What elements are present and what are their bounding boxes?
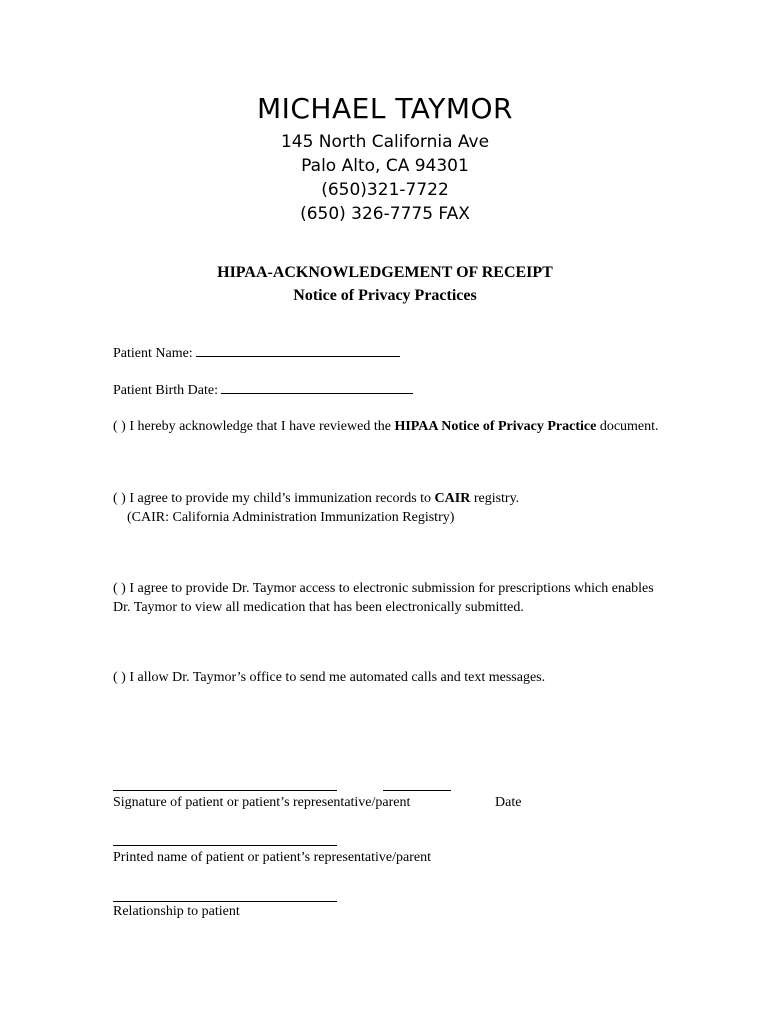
relationship-label: Relationship to patient	[113, 904, 240, 919]
eprescribe-consent	[113, 579, 658, 617]
printed-name-label: Printed name of patient or patient’s representative/parent	[113, 850, 431, 865]
date-label: Date	[495, 795, 522, 810]
address-line-2: Palo Alto, CA 94301	[301, 156, 469, 176]
form-subtitle: Notice of Privacy Practices	[293, 287, 477, 304]
form-title: HIPAA-ACKNOWLEDGEMENT OF RECEIPT	[217, 264, 553, 281]
signature-line[interactable]	[113, 790, 337, 791]
hipaa-text-end: document.	[599, 419, 659, 434]
relationship-line[interactable]	[113, 901, 337, 902]
automated-calls-checkbox[interactable]: ( )	[113, 670, 126, 685]
cair-text: I agree to provide my child’s immunization records to	[129, 491, 432, 506]
patient-name-line[interactable]	[196, 344, 400, 357]
automated-calls-text: I allow Dr. Taymor’s office to send me automated calls and text messages.	[129, 670, 546, 685]
cair-bold-text: CAIR	[434, 491, 471, 506]
printed-name-line[interactable]	[113, 845, 337, 846]
patient-birth-date-line[interactable]	[221, 381, 413, 394]
hipaa-text: I hereby acknowledge that I have reviewed the	[129, 419, 391, 434]
patient-name-label: Patient Name:	[113, 346, 193, 361]
patient-birth-date-field[interactable]	[113, 381, 413, 399]
address-line-1: 145 North California Ave	[280, 132, 490, 152]
cair-note: (CAIR: California Administration Immunization Registry)	[127, 510, 455, 525]
patient-name-field[interactable]	[113, 344, 400, 362]
hipaa-bold-text: HIPAA Notice of Privacy Practice	[394, 419, 597, 434]
physician-name: MICHAEL TAYMOR	[256, 92, 514, 125]
automated-calls-consent	[113, 668, 673, 687]
patient-birth-date-label: Patient Birth Date:	[113, 383, 218, 398]
eprescribe-checkbox[interactable]: ( )	[113, 581, 126, 596]
eprescribe-text: I agree to provide Dr. Taymor access to electronic submission for prescriptions which enables Dr. Taymor to view all medication that has been electronically submitted.	[113, 581, 654, 615]
hipaa-acknowledgement	[113, 417, 673, 436]
fax-number: (650) 326-7775 FAX	[300, 204, 470, 224]
cair-text-end: registry.	[473, 491, 520, 506]
cair-consent	[113, 489, 673, 527]
hipaa-checkbox[interactable]: ( )	[113, 419, 126, 434]
phone-number: (650)321-7722	[321, 180, 449, 200]
cair-checkbox[interactable]: ( )	[113, 491, 126, 506]
signature-label: Signature of patient or patient’s representative/parent	[113, 795, 411, 810]
date-line[interactable]	[383, 790, 451, 791]
